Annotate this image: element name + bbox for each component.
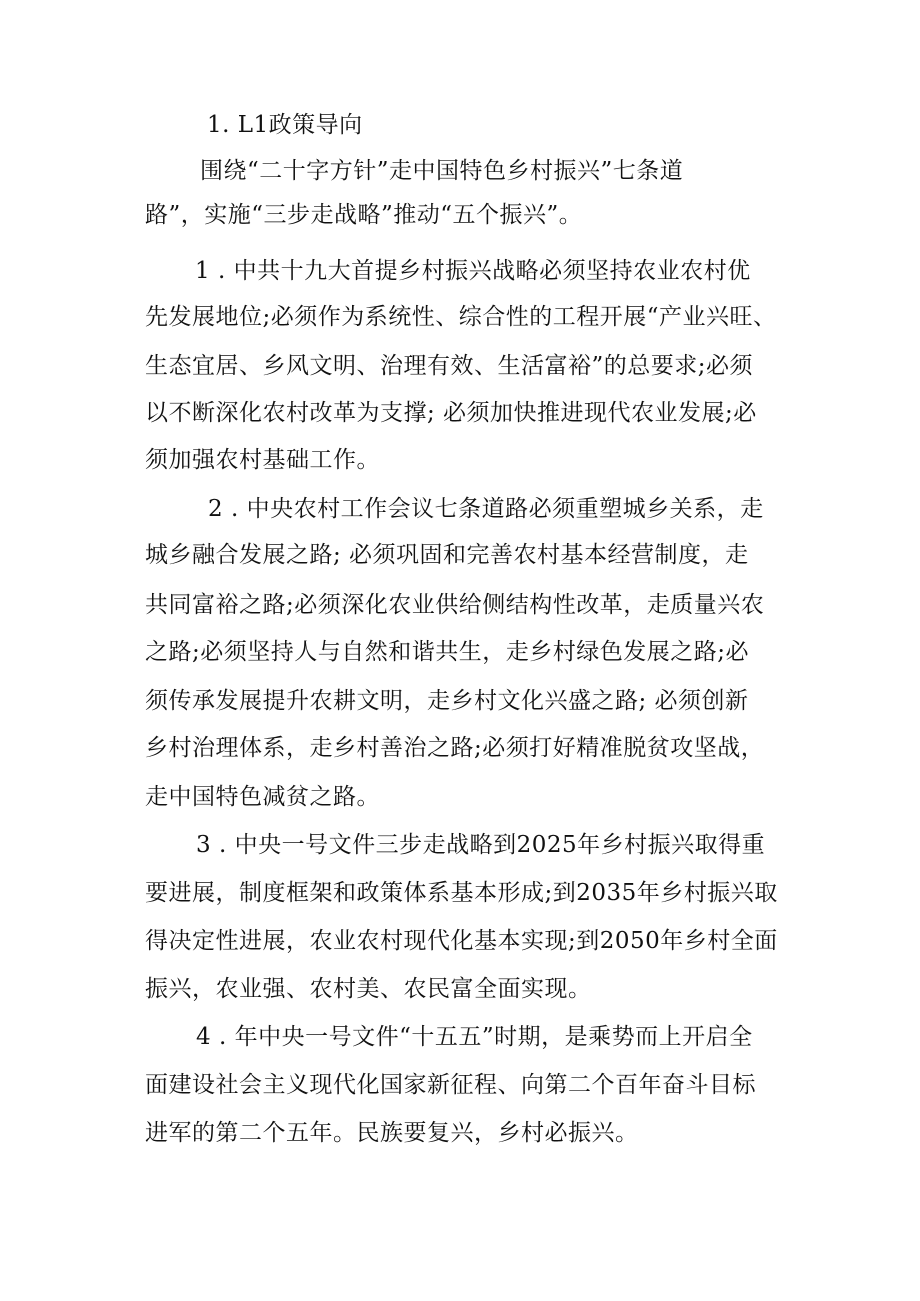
paragraph-line: 路”，实施“三步走战略”推动“五个振兴”。: [145, 202, 583, 228]
section-heading: 1. L1政策导向: [207, 112, 363, 138]
paragraph-line: 2 . 中央农村工作会议七条道路必须重塑城乡关系，走: [208, 496, 764, 522]
paragraph-line: 走中国特色减贫之路。: [145, 784, 380, 810]
paragraph-line: 1 . 中共十九大首提乡村振兴战略必须坚持农业农村优: [195, 258, 751, 284]
paragraph-line: 3 . 中央一号文件三步走战略到2025年乡村振兴取得重: [196, 832, 766, 858]
paragraph-line: 面建设社会主义现代化国家新征程、向第二个百年奋斗目标: [145, 1072, 756, 1098]
paragraph-line: 之路;必须坚持人与自然和谐共生，走乡村绿色发展之路;必: [145, 639, 749, 665]
paragraph-line: 进军的第二个五年。民族要复兴，乡村必振兴。: [145, 1120, 639, 1146]
paragraph-line: 要进展，制度框架和政策体系基本形成;到2035年乡村振兴取: [145, 880, 778, 906]
paragraph-line: 共同富裕之路;必须深化农业供给侧结构性改革，走质量兴农: [145, 592, 765, 618]
paragraph-line: 以不断深化农村改革为支撑; 必须加快推进现代农业发展;必: [145, 400, 757, 426]
paragraph-line: 4 . 年中央一号文件“十五五”时期，是乘势而上开启全: [196, 1024, 753, 1050]
paragraph-line: 振兴，农业强、农村美、农民富全面实现。: [145, 976, 592, 1002]
paragraph-line: 须加强农村基础工作。: [145, 447, 380, 473]
paragraph-line: 乡村治理体系，走乡村善治之路;必须打好精准脱贫攻坚战，: [145, 735, 765, 761]
paragraph-line: 须传承发展提升农耕文明，走乡村文化兴盛之路; 必须创新: [145, 688, 749, 714]
paragraph-line: 生态宜居、乡风文明、治理有效、生活富裕”的总要求;必须: [145, 353, 754, 379]
paragraph-line: 先发展地位;必须作为系统性、综合性的工程开展“产业兴旺、: [145, 304, 777, 330]
paragraph-line: 围绕“二十字方针”走中国特色乡村振兴”七条道: [200, 158, 684, 184]
paragraph-line: 得决定性进展，农业农村现代化基本实现;到2050年乡村全面: [145, 928, 778, 954]
paragraph-line: 城乡融合发展之路; 必须巩固和完善农村基本经营制度，走: [145, 542, 749, 568]
